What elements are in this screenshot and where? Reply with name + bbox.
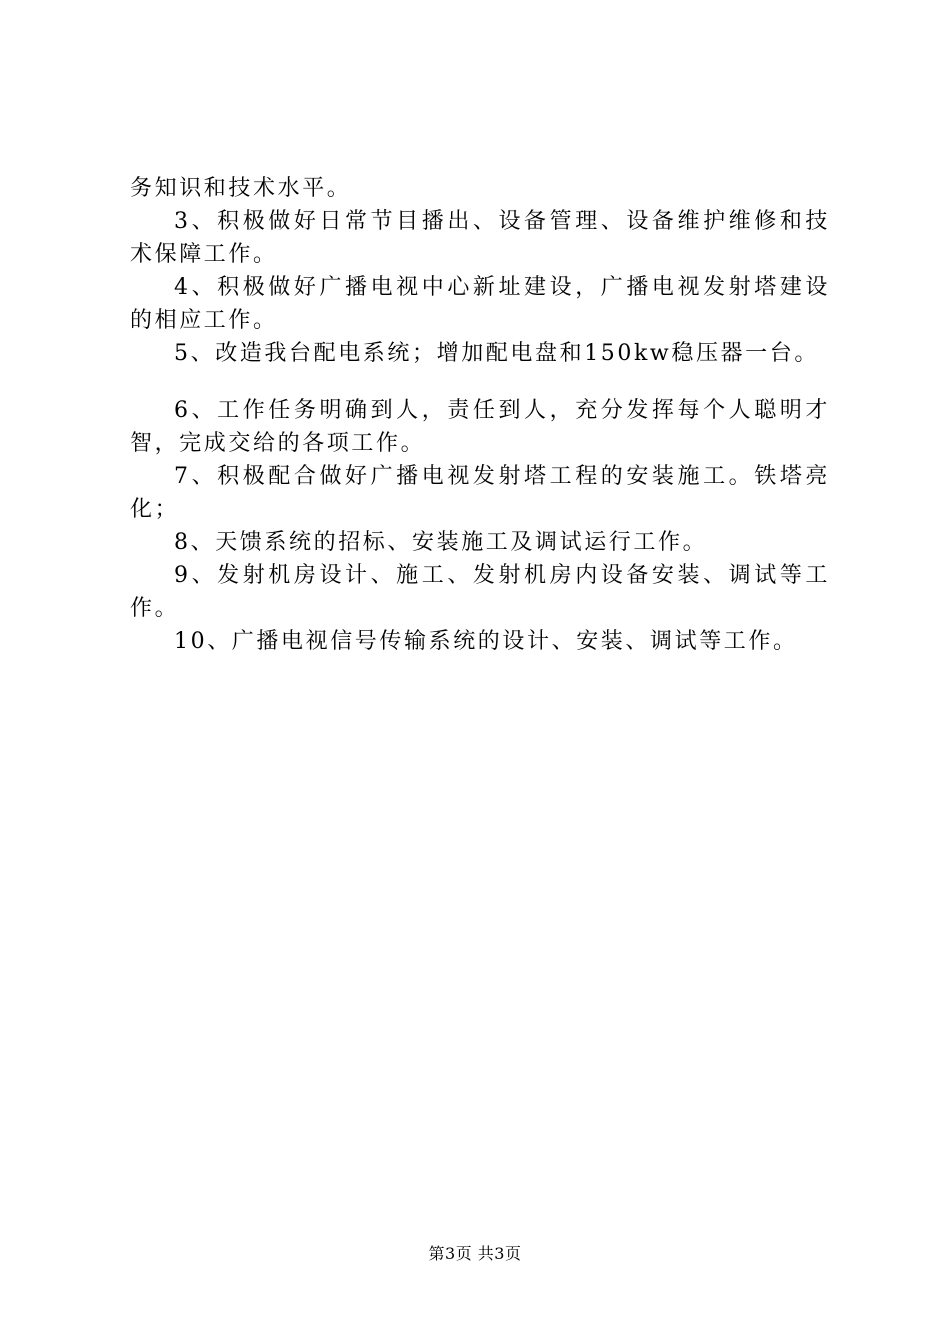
paragraph-item-4: 4、积极做好广播电视中心新址建设，广播电视发射塔建设的相应工作。	[130, 275, 830, 333]
paragraph-item-3: 3、积极做好日常节目播出、设备管理、设备维护维修和技术保障工作。	[130, 209, 830, 267]
page-footer	[0, 1243, 950, 1265]
paragraph-item-10: 10、广播电视信号传输系统的设计、安装、调试等工作。	[174, 629, 798, 654]
paragraph-continuation: 务知识和技术水平。	[130, 176, 352, 201]
paragraph-item-7: 7、积极配合做好广播电视发射塔工程的安装施工。铁塔亮化；	[130, 464, 830, 522]
document-body	[130, 172, 830, 658]
paragraph-item-6: 6、工作任务明确到人，责任到人，充分发挥每个人聪明才智，完成交给的各项工作。	[130, 398, 830, 456]
paragraph-item-8: 8、天馈系统的招标、安装施工及调试运行工作。	[174, 530, 708, 555]
paragraph-item-5: 5、改造我台配电系统；增加配电盘和150kw稳压器一台。	[174, 341, 819, 366]
page-number-label: 第3页 共3页	[428, 1244, 522, 1263]
paragraph-item-9: 9、发射机房设计、施工、发射机房内设备安装、调试等工作。	[130, 563, 830, 621]
